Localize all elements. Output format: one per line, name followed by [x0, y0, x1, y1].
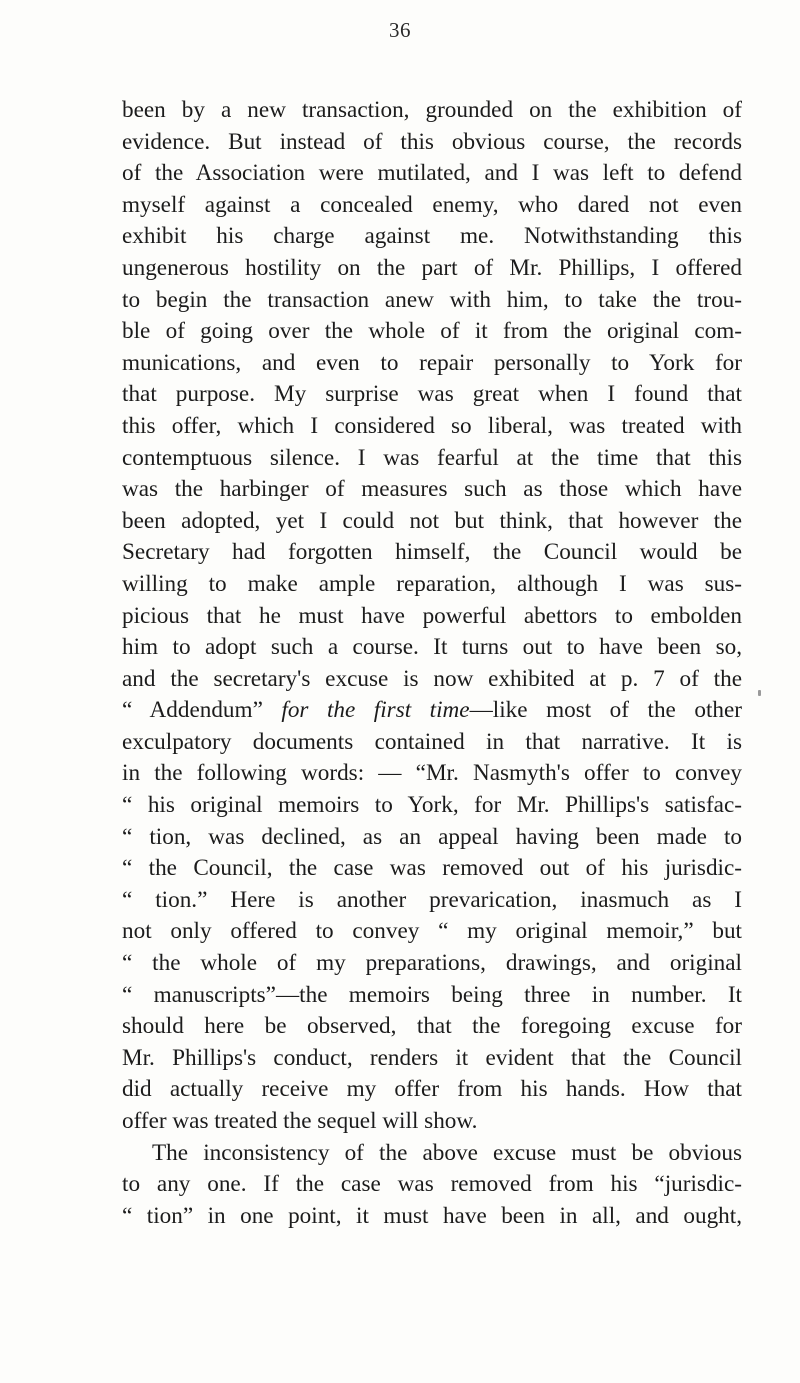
text-line: him to adopt such a course. It turns out to have been so, [122, 634, 742, 661]
page-number: 36 [389, 18, 411, 42]
text-line: ble of going over the whole of it from the original com- [122, 318, 742, 345]
text-line: been adopted, yet I could not but think, that however the [122, 507, 742, 534]
text-line: did actually receive my offer from his hands. How that [122, 1076, 742, 1103]
text-line: been by a new transaction, grounded on the exhibition of [122, 97, 742, 123]
text-line: that purpose. My surprise was great when I found that [122, 381, 742, 408]
text-line: willing to make ample reparation, although I was sus- [122, 570, 742, 597]
text-line: “ the Council, the case was removed out of his jurisdic- [122, 855, 742, 882]
text-line: Secretary had forgotten himself, the Council would be [122, 539, 742, 566]
text-line: of the Association were mutilated, and I was left to defend [122, 160, 742, 187]
text-line: “ tion, was declined, as an appeal having been made to [122, 823, 742, 850]
text-line: ungenerous hostility on the part of Mr. Phillips, I offered [122, 254, 742, 281]
paragraph-start-line: The inconsistency of the above excuse must be obvious [152, 1139, 742, 1166]
text-line: and the secretary's excuse is now exhibited at p. 7 of the [122, 665, 742, 692]
text-line: not only offered to convey “ my original memoir,” but [122, 918, 742, 945]
text-line: “ manuscripts”—the memoirs being three in number. It [122, 981, 742, 1008]
margin-speck [758, 690, 761, 696]
text-line: to begin the transaction anew with him, to take the trou- [122, 286, 742, 313]
text-line: was the harbinger of measures such as those which have [122, 476, 742, 503]
text-line: exculpatory documents contained in that narrative. It is [122, 728, 742, 755]
text-line: “ Addendum” for the first time—like most of the other [122, 697, 742, 724]
body-text [122, 95, 742, 1232]
text-line: munications, and even to repair personally to York for [122, 349, 742, 376]
text-line: to any one. If the case was removed from his “jurisdic- [122, 1171, 742, 1198]
text-line: picious that he must have powerful abettors to embolden [122, 602, 742, 629]
text-line: evidence. But instead of this obvious course, the records [122, 128, 742, 155]
text-line: myself against a concealed enemy, who dared not even [122, 191, 742, 218]
text-line: Mr. Phillips's conduct, renders it evident that the Council [122, 1044, 742, 1071]
text-line: in the following words: — “Mr. Nasmyth's offer to convey [122, 760, 742, 787]
text-line: exhibit his charge against me. Notwithstanding this [122, 223, 742, 250]
text-line: “ the whole of my preparations, drawings, and original [122, 950, 742, 977]
paragraph-end-line: offer was treated the sequel will show. [122, 1108, 478, 1134]
text-line: “ tion” in one point, it must have been in all, and ought, [122, 1202, 742, 1229]
text-line: “ tion.” Here is another prevarication, inasmuch as I [122, 886, 742, 913]
text-line: should here be observed, that the foregoing excuse for [122, 1013, 742, 1040]
text-line: this offer, which I considered so liberal, was treated with [122, 412, 742, 439]
text-line: “ his original memoirs to York, for Mr. Phillips's satisfac- [122, 792, 742, 819]
italic-phrase: for the first time [281, 697, 470, 724]
text-line: contemptuous silence. I was fearful at the time that this [122, 444, 742, 471]
